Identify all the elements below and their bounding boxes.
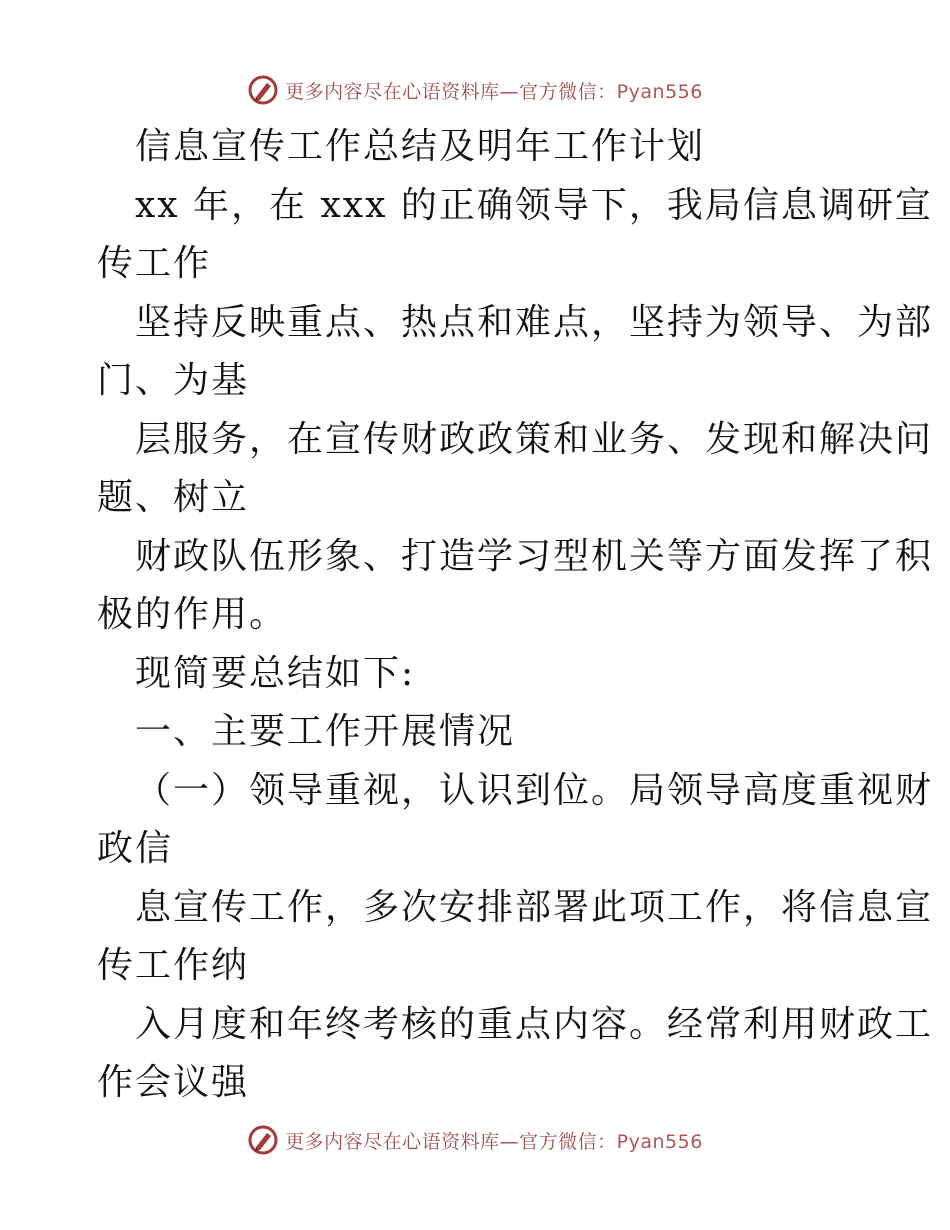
- paragraph-line: 入月度和年终考核的重点内容。经常利用财政工: [135, 1003, 934, 1045]
- paragraph-line: （一）领导重视，认识到位。局领导高度重视财: [135, 769, 934, 811]
- watermark-text: 更多内容尽在心语资料库—官方微信：Pyan556: [285, 1130, 703, 1153]
- document-body: [97, 118, 934, 1113]
- document-title: 信息宣传工作总结及明年工作计划: [135, 126, 706, 167]
- header-watermark: [0, 70, 950, 110]
- paragraph-line: 传工作纳: [97, 945, 250, 986]
- paragraph-line: 政信: [97, 828, 174, 869]
- paragraph-line: 财政队伍形象、打造学习型机关等方面发挥了积: [135, 535, 934, 577]
- paragraph-line: 门、为基: [97, 360, 250, 401]
- section-heading: 一、主要工作开展情况: [135, 711, 516, 752]
- paragraph-line: 现简要总结如下:: [135, 652, 416, 694]
- paragraph-line: 坚持反映重点、热点和难点，坚持为领导、为部: [135, 301, 934, 343]
- paragraph-line: 息宣传工作，多次安排部署此项工作，将信息宣: [135, 886, 934, 928]
- paragraph-line: 层服务，在宣传财政政策和业务、发现和解决问: [135, 418, 934, 460]
- paragraph-line: 作会议强: [97, 1062, 250, 1103]
- paragraph-line: 传工作: [97, 243, 212, 284]
- paragraph-line: 极的作用。: [97, 594, 288, 635]
- paragraph-line: xx 年，在 xxx 的正确领导下，我局信息调研宣: [135, 184, 933, 226]
- paragraph-line: 题、树立: [97, 477, 250, 518]
- footer-watermark: [0, 1120, 950, 1160]
- watermark-text: 更多内容尽在心语资料库—官方微信：Pyan556: [285, 80, 703, 103]
- pen-logo-icon: [247, 1124, 279, 1156]
- pen-logo-icon: [247, 74, 279, 106]
